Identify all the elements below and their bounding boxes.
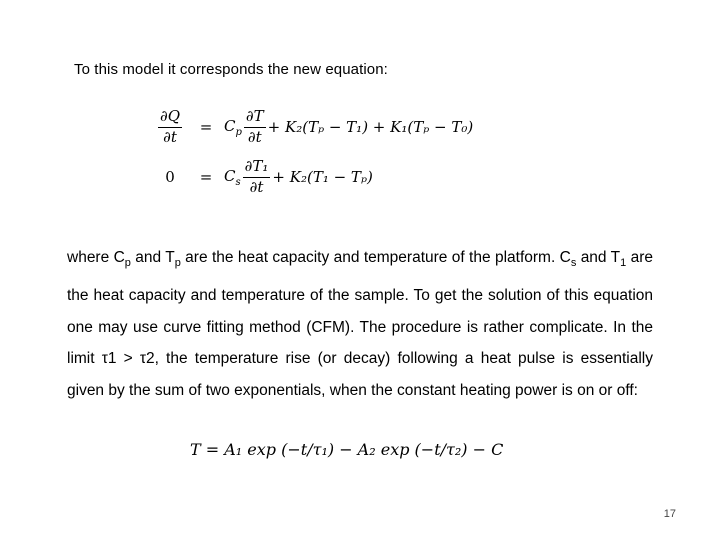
lhs-numerator: ∂Q [158,108,182,127]
text-segment: are the heat capacity and temperature of the sample. To get the solution of this equation one may use curve fitting method (CFM). The procedure is rather complicate. In the limit τ1 > τ2, the temperature rise (or decay) following a heat pulse is essentially given by the sum of two exponentials, when the constant heating power is on or off: [67,249,653,400]
subscript: 1 [620,257,627,270]
lhs-denominator: ∂t [163,127,177,146]
equation-row-2 [152,154,373,200]
coefficient [224,117,242,138]
rhs-denominator: ∂t [249,177,264,196]
subscript: s [570,257,577,270]
equation-system [152,104,524,200]
coefficient-symbol: C [224,166,236,185]
rhs-fraction [243,158,271,196]
equals-sign: = [199,168,213,186]
lhs-fraction [158,108,182,146]
intro-text: To this model it corresponds the new equation: [74,61,388,78]
lhs-zero: 0 [165,168,175,186]
text-segment: and T [576,249,621,266]
coefficient [224,167,241,188]
coefficient-symbol: C [224,116,236,135]
subscript: p [174,257,181,270]
text-segment: where C [67,249,125,266]
rhs-rest: + K₂(T₁ − Tₚ) [272,168,373,186]
lhs-cell [152,108,188,146]
coefficient-subscript: p [235,126,242,138]
lhs-cell [152,168,188,186]
text-segment: are the heat capacity and temperature of the platform. C [180,249,571,266]
rhs-rest: + K₂(Tₚ − T₁) + K₁(Tₚ − T₀) [267,118,474,136]
rhs-numerator: ∂T [244,108,266,127]
text-segment: and T [130,249,175,266]
subscript: p [124,257,131,270]
rhs-numerator: ∂T₁ [243,158,271,177]
equals-sign: = [199,118,213,136]
page-number: 17 [663,508,676,520]
rhs-denominator: ∂t [247,127,262,146]
rhs-fraction [244,108,266,146]
body-paragraph [67,242,653,407]
exponential-equation: T = A₁ exp (−t/τ₁) − A₂ exp (−t/τ₂) − C [190,440,504,459]
equation-row-1 [152,104,473,150]
coefficient-subscript: s [235,176,241,188]
